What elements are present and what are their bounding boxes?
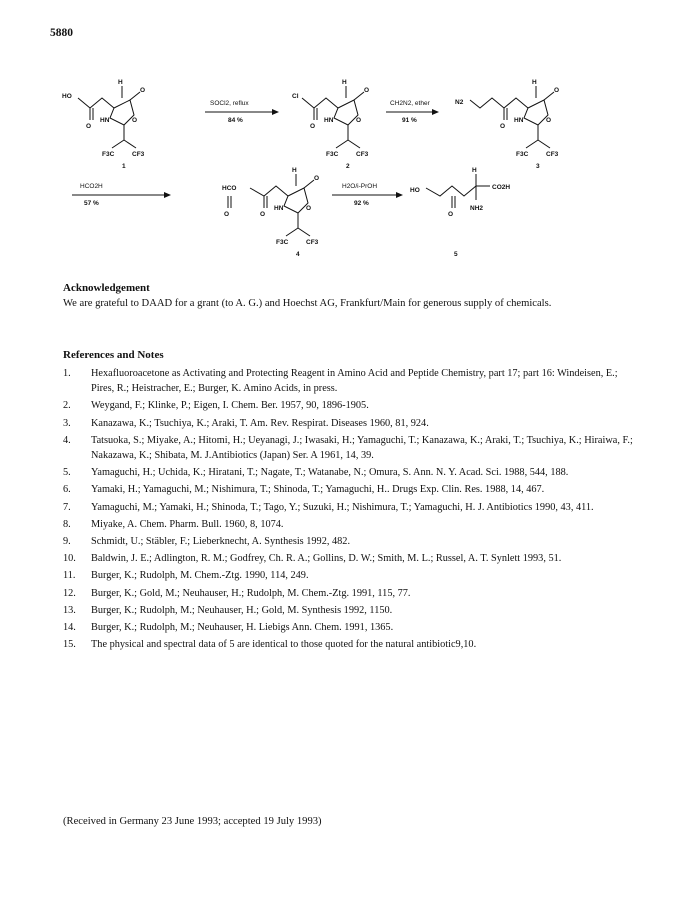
label-n2: N2 — [455, 99, 464, 106]
reference-text: Weygand, F.; Klinke, P.; Eigen, I. Chem. Ber. 1957, 90, 1896-1905. — [91, 400, 369, 412]
label-cl: Cl — [292, 93, 299, 100]
label-o: O — [260, 211, 266, 218]
reference-number: 5. — [63, 467, 71, 479]
reference-number: 3. — [63, 417, 71, 429]
reference-item — [63, 603, 638, 618]
reference-text: Yamaki, H.; Yamaguchi, M.; Nishimura, T.; Shinoda, T.; Yamaguchi, H.. Drugs Exp. Clin. Res. 1988, 14, 467. — [91, 484, 545, 496]
compound-number-5: 5 — [454, 251, 458, 258]
reference-item — [63, 620, 638, 635]
reference-number: 4. — [63, 434, 71, 446]
label-hn: HN — [100, 117, 110, 124]
compound-5-structure — [426, 174, 490, 208]
reference-number: 14. — [63, 622, 76, 634]
reference-number: 13. — [63, 604, 76, 616]
reference-item — [63, 637, 638, 652]
reference-number: 1. — [63, 368, 71, 379]
reference-item — [63, 366, 638, 396]
reference-item — [63, 482, 638, 497]
label-o: O — [554, 87, 560, 94]
label-o: O — [224, 211, 230, 218]
label-h: H — [292, 167, 297, 174]
reference-text: Yamaguchi, H.; Uchida, K.; Hiratani, T.; Nagate, T.; Watanabe, N.; Omura, S. Ann. N. Y. Acad. Sci. 1988, 544, 188. — [91, 467, 569, 479]
acknowledgement-title: Acknowledgement — [63, 282, 150, 294]
label-f3c: F3C — [276, 239, 289, 246]
reference-item — [63, 586, 638, 601]
label-o: O — [356, 117, 362, 124]
reference-item — [63, 416, 638, 431]
label-o: O — [546, 117, 552, 124]
label-f3c: F3C — [326, 151, 339, 158]
reference-text: Miyake, A. Chem. Pharm. Bull. 1960, 8, 1074. — [91, 518, 284, 530]
reference-text: Burger, K.; Rudolph, M.; Neuhauser, H.; Gold, M. Synthesis 1992, 1150. — [91, 604, 393, 616]
reference-text: Burger, K.; Gold, M.; Neuhauser, H.; Rudolph, M. Chem.-Ztg. 1991, 115, 77. — [91, 587, 411, 599]
reference-text: Hexafluoroacetone as Activating and Protecting Reagent in Amino Acid and Peptide Chemistry, part 17; part 16: Windeisen, E.; Pires, R.; Heistracher, E.; Burger, K. Amino Acids, in press. — [91, 368, 618, 395]
compound-4-structure — [228, 174, 314, 236]
reference-item — [63, 398, 638, 413]
label-f3c: F3C — [102, 151, 115, 158]
reference-number: 7. — [63, 501, 71, 513]
step4-yield: 92 % — [354, 200, 369, 207]
step2-reagent: CH2N2, ether — [390, 100, 430, 107]
label-cf3: CF3 — [356, 151, 369, 158]
reference-item — [63, 568, 638, 583]
reference-text: Tatsuoka, S.; Miyake, A.; Hitomi, H.; Ueyanagi, J.; Iwasaki, H.; Yamaguchi, T.; Kanazawa, K.; Araki, T.; Tsuchiya, K.; Hiraiwa, F.; Nakazawa, K.; Shibata, M. J.Antibiotics (Japan) Ser. A 1961, 14, 39. — [91, 434, 633, 462]
reference-text: Schmidt, U.; Stäbler, F.; Lieberknecht, A. Synthesis 1992, 482. — [91, 536, 351, 548]
references-list — [63, 366, 638, 654]
acknowledgement-text: We are grateful to DAAD for a grant (to A. G.) and Hoechst AG, Frankfurt/Main for generous supply of chemicals. — [63, 298, 552, 309]
label-h: H — [532, 79, 537, 86]
label-h: H — [118, 79, 123, 86]
compound-number-1: 1 — [122, 163, 126, 170]
step2-yield: 91 % — [402, 117, 417, 124]
reference-number: 10. — [63, 553, 76, 565]
compound-number-4: 4 — [296, 251, 300, 258]
step3-reagent: HCO2H — [80, 183, 103, 190]
reference-number: 11. — [63, 570, 76, 582]
reference-text: Yamaguchi, M.; Yamaki, H.; Shinoda, T.; Tago, Y.; Suzuki, H.; Nishimura, T.; Yamaguchi, H. J. Antibiotics 1990, 43, 411. — [91, 501, 594, 513]
reference-item — [63, 433, 638, 463]
reference-text: The physical and spectral data of 5 are identical to those quoted for the natural antibiotic9,10. — [91, 639, 477, 651]
reference-item — [63, 534, 638, 549]
step1-reagent: SOCl2, reflux — [210, 100, 249, 107]
reference-text: Burger, K.; Rudolph, M. Chem.-Ztg. 1990, 114, 249. — [91, 570, 309, 582]
label-o: O — [314, 175, 320, 182]
reference-number: 2. — [63, 400, 71, 412]
reference-item — [63, 551, 638, 566]
label-f3c: F3C — [516, 151, 529, 158]
label-ho: HO — [62, 93, 72, 100]
label-cf3: CF3 — [132, 151, 145, 158]
label-h: H — [472, 167, 477, 174]
label-co2h: CO2H — [492, 184, 511, 191]
label-cf3: CF3 — [306, 239, 319, 246]
reference-item — [63, 517, 638, 532]
label-o: O — [132, 117, 138, 124]
step3-yield: 57 % — [84, 200, 99, 207]
reference-number: 6. — [63, 484, 71, 496]
reference-item — [63, 500, 638, 515]
label-o: O — [364, 87, 370, 94]
compound-3-structure — [470, 86, 554, 148]
label-cf3: CF3 — [546, 151, 559, 158]
label-hn: HN — [324, 117, 334, 124]
reference-text: Baldwin, J. E.; Adlington, R. M.; Godfrey, Ch. R. A.; Gollins, D. W.; Smith, M. L.; Russel, A. T. Synlett 1993, 51. — [91, 553, 562, 565]
reference-text: Kanazawa, K.; Tsuchiya, K.; Araki, T. Am. Rev. Respirat. Diseases 1960, 81, 924. — [91, 417, 429, 429]
step4-reagent: H2O/i-PrOH — [342, 183, 378, 190]
label-nh2: NH2 — [470, 205, 484, 212]
reference-number: 12. — [63, 587, 76, 599]
label-o: O — [310, 123, 316, 130]
label-hn: HN — [514, 117, 524, 124]
label-o: O — [448, 211, 454, 218]
label-o: O — [500, 123, 506, 130]
reference-number: 8. — [63, 518, 71, 530]
step1-yield: 84 % — [228, 117, 243, 124]
compound-number-3: 3 — [536, 163, 540, 170]
label-ho: HO — [410, 187, 420, 194]
reference-number: 15. — [63, 639, 76, 651]
label-o: O — [86, 123, 92, 130]
label-o: O — [306, 205, 312, 212]
reaction-scheme — [50, 70, 640, 275]
received-date: (Received in Germany 23 June 1993; accepted 19 July 1993) — [63, 816, 322, 827]
label-hn: HN — [274, 205, 284, 212]
compound-number-2: 2 — [346, 163, 350, 170]
page-number: 5880 — [50, 27, 73, 39]
label-hco: HCO — [222, 185, 237, 192]
reference-text: Burger, K.; Rudolph, M.; Neuhauser, H. Liebigs Ann. Chem. 1991, 1365. — [91, 622, 394, 634]
reference-item — [63, 465, 638, 480]
label-h: H — [342, 79, 347, 86]
references-title: References and Notes — [63, 349, 164, 361]
label-o: O — [140, 87, 146, 94]
reference-number: 9. — [63, 536, 71, 548]
